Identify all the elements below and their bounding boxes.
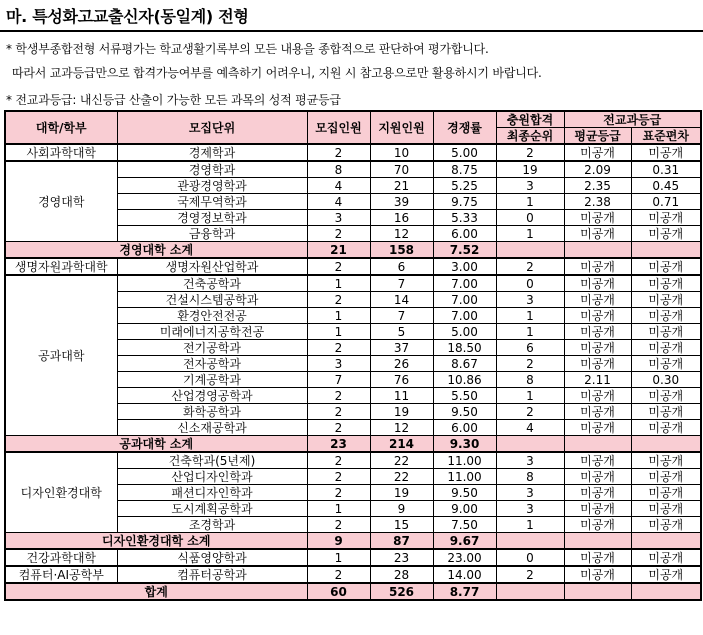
avg-cell: 미공개 — [564, 517, 631, 533]
header-avg: 평균등급 — [564, 128, 631, 145]
note-evaluation: * 학생부종합전형 서류평가는 학교생활기록부의 모든 내용을 종합적으로 판단하여 평가합니다. — [6, 42, 489, 56]
college-cell: 공과대학 — [5, 275, 117, 436]
quota-cell: 1 — [307, 275, 370, 292]
total-label: 합계 — [5, 583, 307, 600]
avg-cell: 미공개 — [564, 469, 631, 485]
college-cell: 생명자원과학대학 — [5, 258, 117, 275]
applicants-cell: 23 — [370, 549, 433, 566]
subtotal-label: 공과대학 소계 — [5, 436, 307, 453]
empty-cell — [496, 436, 564, 453]
avg-cell: 미공개 — [564, 275, 631, 292]
std-cell: 미공개 — [631, 210, 701, 226]
header-rank-line2: 최종순위 — [496, 128, 564, 145]
subtotal-label: 디자인환경대학 소계 — [5, 533, 307, 550]
avg-cell: 미공개 — [564, 404, 631, 420]
avg-cell: 미공개 — [564, 144, 631, 161]
ratio-cell: 9.50 — [433, 404, 496, 420]
applicants-cell: 39 — [370, 194, 433, 210]
applicants-cell: 11 — [370, 388, 433, 404]
avg-cell: 2.35 — [564, 178, 631, 194]
quota-cell: 2 — [307, 485, 370, 501]
std-cell: 미공개 — [631, 292, 701, 308]
header-grade-group: 전교과등급 — [564, 111, 701, 128]
avg-cell: 2.09 — [564, 161, 631, 178]
table-row — [5, 161, 701, 178]
ratio-cell: 7.00 — [433, 275, 496, 292]
std-cell: 0.31 — [631, 161, 701, 178]
total-quota: 60 — [307, 583, 370, 600]
empty-cell — [631, 583, 701, 600]
avg-cell: 미공개 — [564, 356, 631, 372]
applicants-cell: 22 — [370, 469, 433, 485]
subtotal-quota: 9 — [307, 533, 370, 550]
quota-cell: 4 — [307, 178, 370, 194]
std-cell: 미공개 — [631, 549, 701, 566]
quota-cell: 3 — [307, 356, 370, 372]
dept-cell: 경제학과 — [117, 144, 307, 161]
header-quota: 모집인원 — [307, 111, 370, 144]
rank-cell: 6 — [496, 340, 564, 356]
ratio-cell: 10.86 — [433, 372, 496, 388]
quota-cell: 2 — [307, 340, 370, 356]
applicants-cell: 21 — [370, 178, 433, 194]
header-applicants: 지원인원 — [370, 111, 433, 144]
header-dept: 모집단위 — [117, 111, 307, 144]
ratio-cell: 6.00 — [433, 420, 496, 436]
quota-cell: 2 — [307, 292, 370, 308]
quota-cell: 1 — [307, 324, 370, 340]
std-cell: 미공개 — [631, 566, 701, 583]
quota-cell: 2 — [307, 144, 370, 161]
std-cell: 미공개 — [631, 324, 701, 340]
applicants-cell: 12 — [370, 420, 433, 436]
quota-cell: 2 — [307, 420, 370, 436]
avg-cell: 미공개 — [564, 549, 631, 566]
applicants-cell: 7 — [370, 308, 433, 324]
applicants-cell: 19 — [370, 404, 433, 420]
ratio-cell: 7.00 — [433, 308, 496, 324]
ratio-cell: 6.00 — [433, 226, 496, 242]
applicants-cell: 19 — [370, 485, 433, 501]
avg-cell: 미공개 — [564, 210, 631, 226]
avg-cell: 2.11 — [564, 372, 631, 388]
std-cell: 미공개 — [631, 144, 701, 161]
college-cell: 컴퓨터·AI공학부 — [5, 566, 117, 583]
subtotal-row — [5, 436, 701, 453]
rank-cell: 3 — [496, 452, 564, 469]
quota-cell: 2 — [307, 566, 370, 583]
rank-cell: 19 — [496, 161, 564, 178]
quota-cell: 2 — [307, 404, 370, 420]
rank-cell: 1 — [496, 388, 564, 404]
quota-cell: 7 — [307, 372, 370, 388]
ratio-cell: 5.33 — [433, 210, 496, 226]
std-cell: 미공개 — [631, 469, 701, 485]
std-cell: 미공개 — [631, 420, 701, 436]
std-cell: 미공개 — [631, 452, 701, 469]
rank-cell: 0 — [496, 275, 564, 292]
std-cell: 미공개 — [631, 388, 701, 404]
rank-cell: 1 — [496, 226, 564, 242]
avg-cell: 미공개 — [564, 324, 631, 340]
header-rank-line1: 충원합격 — [496, 111, 564, 128]
std-cell: 미공개 — [631, 501, 701, 517]
subtotal-quota: 21 — [307, 242, 370, 259]
std-cell: 미공개 — [631, 340, 701, 356]
std-cell: 미공개 — [631, 308, 701, 324]
ratio-cell: 7.50 — [433, 517, 496, 533]
college-cell: 경영대학 — [5, 161, 117, 242]
total-ratio: 8.77 — [433, 583, 496, 600]
std-cell: 0.30 — [631, 372, 701, 388]
ratio-cell: 11.00 — [433, 452, 496, 469]
std-cell: 미공개 — [631, 356, 701, 372]
subtotal-quota: 23 — [307, 436, 370, 453]
empty-cell — [631, 436, 701, 453]
subtotal-ratio: 7.52 — [433, 242, 496, 259]
header-college: 대학/학부 — [5, 111, 117, 144]
dept-cell: 신소재공학과 — [117, 420, 307, 436]
quota-cell: 4 — [307, 194, 370, 210]
subtotal-row — [5, 242, 701, 259]
rank-cell: 2 — [496, 566, 564, 583]
applicants-cell: 70 — [370, 161, 433, 178]
dept-cell: 식품영양학과 — [117, 549, 307, 566]
ratio-cell: 7.00 — [433, 292, 496, 308]
dept-cell: 기계공학과 — [117, 372, 307, 388]
ratio-cell: 11.00 — [433, 469, 496, 485]
table-row — [5, 452, 701, 469]
header-ratio: 경쟁률 — [433, 111, 496, 144]
applicants-cell: 76 — [370, 372, 433, 388]
dept-cell: 생명자원산업학과 — [117, 258, 307, 275]
rank-cell: 3 — [496, 485, 564, 501]
applicants-cell: 10 — [370, 144, 433, 161]
std-cell: 미공개 — [631, 226, 701, 242]
dept-cell: 경영정보학과 — [117, 210, 307, 226]
dept-cell: 컴퓨터공학과 — [117, 566, 307, 583]
dept-cell: 금융학과 — [117, 226, 307, 242]
applicants-cell: 9 — [370, 501, 433, 517]
empty-cell — [496, 242, 564, 259]
avg-cell: 미공개 — [564, 420, 631, 436]
page-title: 마. 특성화고교출신자(동일계) 전형 — [6, 7, 249, 26]
std-cell: 미공개 — [631, 485, 701, 501]
ratio-cell: 3.00 — [433, 258, 496, 275]
quota-cell: 1 — [307, 501, 370, 517]
quota-cell: 2 — [307, 258, 370, 275]
table-row — [5, 258, 701, 275]
dept-cell: 조경학과 — [117, 517, 307, 533]
applicants-cell: 22 — [370, 452, 433, 469]
applicants-cell: 12 — [370, 226, 433, 242]
avg-cell: 2.38 — [564, 194, 631, 210]
applicants-cell: 15 — [370, 517, 433, 533]
dept-cell: 패션디자인학과 — [117, 485, 307, 501]
ratio-cell: 9.00 — [433, 501, 496, 517]
note-disclaimer: 따라서 교과등급만으로 합격가능여부를 예측하기 어려우니, 지원 시 참고용으로만 활용하시기 바랍니다. — [12, 66, 542, 80]
applicants-cell: 16 — [370, 210, 433, 226]
applicants-cell: 37 — [370, 340, 433, 356]
college-cell: 사회과학대학 — [5, 144, 117, 161]
std-cell: 미공개 — [631, 258, 701, 275]
quota-cell: 8 — [307, 161, 370, 178]
total-row — [5, 583, 701, 600]
rank-cell: 2 — [496, 404, 564, 420]
subtotal-row — [5, 533, 701, 550]
subtotal-label: 경영대학 소계 — [5, 242, 307, 259]
ratio-cell: 8.75 — [433, 161, 496, 178]
std-cell: 미공개 — [631, 404, 701, 420]
avg-cell: 미공개 — [564, 485, 631, 501]
subtotal-applicants: 214 — [370, 436, 433, 453]
dept-cell: 전기공학과 — [117, 340, 307, 356]
quota-cell: 1 — [307, 549, 370, 566]
rank-cell: 2 — [496, 356, 564, 372]
empty-cell — [564, 436, 631, 453]
rank-cell: 3 — [496, 292, 564, 308]
empty-cell — [564, 583, 631, 600]
ratio-cell: 9.50 — [433, 485, 496, 501]
empty-cell — [564, 242, 631, 259]
avg-cell: 미공개 — [564, 226, 631, 242]
college-cell: 디자인환경대학 — [5, 452, 117, 533]
std-cell: 미공개 — [631, 275, 701, 292]
rank-cell: 3 — [496, 178, 564, 194]
table-row — [5, 549, 701, 566]
ratio-cell: 23.00 — [433, 549, 496, 566]
dept-cell: 국제무역학과 — [117, 194, 307, 210]
quota-cell: 1 — [307, 308, 370, 324]
rank-cell: 2 — [496, 258, 564, 275]
std-cell: 0.45 — [631, 178, 701, 194]
ratio-cell: 18.50 — [433, 340, 496, 356]
title-divider — [0, 30, 703, 32]
ratio-cell: 8.67 — [433, 356, 496, 372]
empty-cell — [496, 533, 564, 550]
applicants-cell: 6 — [370, 258, 433, 275]
dept-cell: 건축공학과 — [117, 275, 307, 292]
dept-cell: 전자공학과 — [117, 356, 307, 372]
quota-cell: 2 — [307, 469, 370, 485]
dept-cell: 환경안전전공 — [117, 308, 307, 324]
subtotal-applicants: 158 — [370, 242, 433, 259]
rank-cell: 2 — [496, 144, 564, 161]
applicants-cell: 26 — [370, 356, 433, 372]
table-row — [5, 144, 701, 161]
quota-cell: 3 — [307, 210, 370, 226]
rank-cell: 1 — [496, 324, 564, 340]
avg-cell: 미공개 — [564, 308, 631, 324]
rank-cell: 1 — [496, 308, 564, 324]
subtotal-applicants: 87 — [370, 533, 433, 550]
std-cell: 미공개 — [631, 517, 701, 533]
dept-cell: 경영학과 — [117, 161, 307, 178]
rank-cell: 8 — [496, 469, 564, 485]
avg-cell: 미공개 — [564, 501, 631, 517]
rank-cell: 3 — [496, 501, 564, 517]
table-row — [5, 566, 701, 583]
empty-cell — [496, 583, 564, 600]
rank-cell: 0 — [496, 210, 564, 226]
avg-cell: 미공개 — [564, 292, 631, 308]
ratio-cell: 9.75 — [433, 194, 496, 210]
rank-cell: 8 — [496, 372, 564, 388]
college-cell: 건강과학대학 — [5, 549, 117, 566]
ratio-cell: 14.00 — [433, 566, 496, 583]
ratio-cell: 5.00 — [433, 144, 496, 161]
rank-cell: 0 — [496, 549, 564, 566]
table-body — [5, 144, 701, 600]
rank-cell: 1 — [496, 517, 564, 533]
quota-cell: 2 — [307, 517, 370, 533]
avg-cell: 미공개 — [564, 452, 631, 469]
applicants-cell: 14 — [370, 292, 433, 308]
dept-cell: 도시계획공학과 — [117, 501, 307, 517]
note-grade-definition: * 전교과등급: 내신등급 산출이 가능한 모든 과목의 성적 평균등급 — [6, 93, 341, 107]
rank-cell: 1 — [496, 194, 564, 210]
dept-cell: 건축학과(5년제) — [117, 452, 307, 469]
dept-cell: 건설시스템공학과 — [117, 292, 307, 308]
dept-cell: 산업경영공학과 — [117, 388, 307, 404]
avg-cell: 미공개 — [564, 566, 631, 583]
ratio-cell: 5.50 — [433, 388, 496, 404]
admissions-results-table — [4, 110, 702, 601]
subtotal-ratio: 9.67 — [433, 533, 496, 550]
dept-cell: 화학공학과 — [117, 404, 307, 420]
ratio-cell: 5.00 — [433, 324, 496, 340]
table-row — [5, 275, 701, 292]
applicants-cell: 28 — [370, 566, 433, 583]
rank-cell: 4 — [496, 420, 564, 436]
empty-cell — [564, 533, 631, 550]
applicants-cell: 7 — [370, 275, 433, 292]
avg-cell: 미공개 — [564, 388, 631, 404]
avg-cell: 미공개 — [564, 340, 631, 356]
quota-cell: 2 — [307, 226, 370, 242]
dept-cell: 관광경영학과 — [117, 178, 307, 194]
empty-cell — [631, 533, 701, 550]
total-applicants: 526 — [370, 583, 433, 600]
empty-cell — [631, 242, 701, 259]
quota-cell: 2 — [307, 452, 370, 469]
dept-cell: 산업디자인학과 — [117, 469, 307, 485]
dept-cell: 미래에너지공학전공 — [117, 324, 307, 340]
subtotal-ratio: 9.30 — [433, 436, 496, 453]
quota-cell: 2 — [307, 388, 370, 404]
header-std: 표준편차 — [631, 128, 701, 145]
std-cell: 0.71 — [631, 194, 701, 210]
applicants-cell: 5 — [370, 324, 433, 340]
ratio-cell: 5.25 — [433, 178, 496, 194]
avg-cell: 미공개 — [564, 258, 631, 275]
